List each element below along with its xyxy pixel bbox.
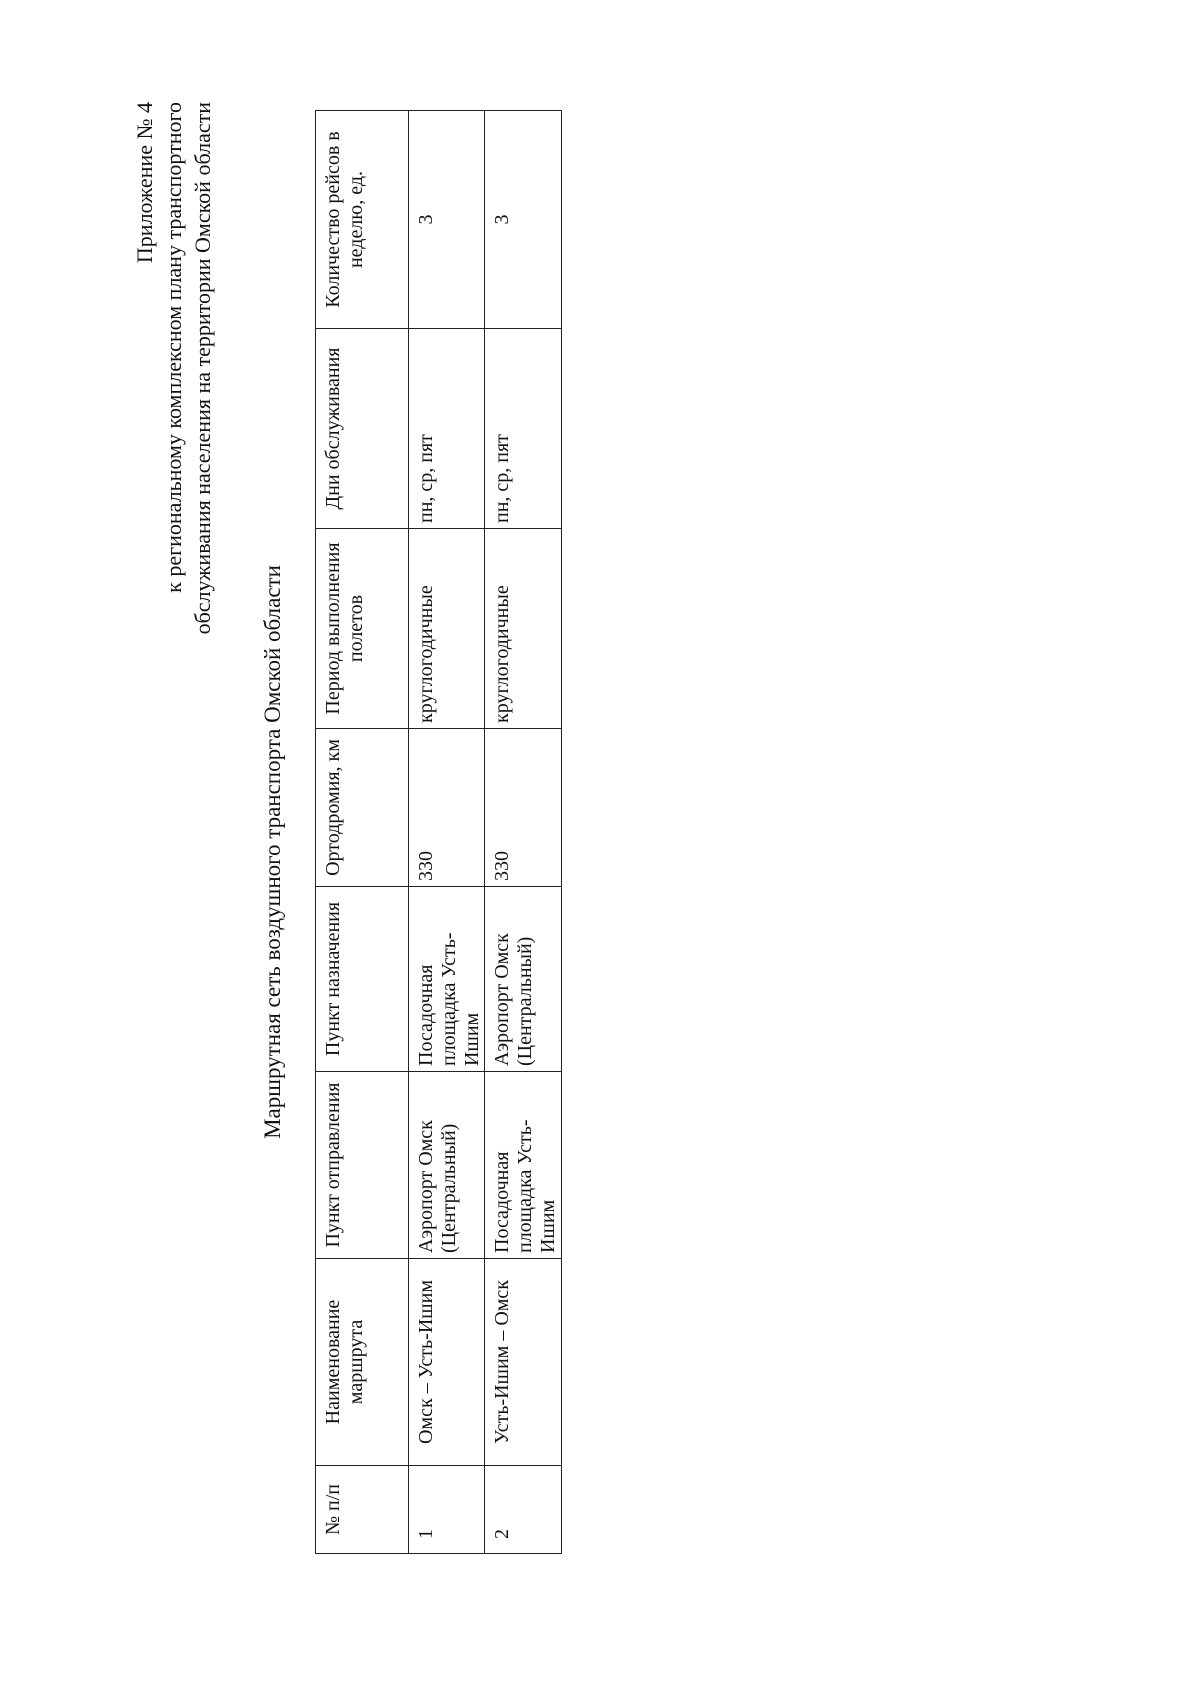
header-route-name: Наименование маршрута	[316, 1259, 409, 1466]
header-service-days: Дни обслуживания	[316, 329, 409, 529]
cell-service-days: пн, ср, пят	[485, 329, 562, 529]
cell-route-name: Усть-Ишим – Омск	[485, 1259, 562, 1466]
cell-flights-per-week: 3	[409, 111, 485, 329]
cell-number: 1	[409, 1466, 485, 1554]
cell-number: 2	[485, 1466, 562, 1554]
cell-departure: Посадочная площадка Усть-Ишим	[485, 1072, 562, 1259]
header-distance: Ортодромия, км	[316, 729, 409, 887]
table-row	[485, 111, 562, 1554]
cell-distance: 330	[485, 729, 562, 887]
cell-period: круглогодичные	[485, 529, 562, 729]
cell-period: круглогодичные	[409, 529, 485, 729]
cell-destination: Посадочная площадка Усть-Ишим	[409, 887, 485, 1072]
cell-departure: Аэропорт Омск (Центральный)	[409, 1072, 485, 1259]
header-destination: Пункт назначения	[316, 887, 409, 1072]
cell-service-days: пн, ср, пят	[409, 329, 485, 529]
cell-distance: 330	[409, 729, 485, 887]
header-number: № п/п	[316, 1466, 409, 1554]
table-header-row	[316, 111, 409, 1554]
appendix-header	[130, 102, 217, 692]
cell-destination: Аэропорт Омск (Центральный)	[485, 887, 562, 1072]
appendix-reference-line-1: к региональному комплексном плану транспортного	[161, 102, 186, 593]
cell-route-name: Омск – Усть-Ишим	[409, 1259, 485, 1466]
header-period: Период выполнения полетов	[316, 529, 409, 729]
document-title: Маршрутная сеть воздушного транспорта Омской области	[260, 565, 285, 1139]
header-flights-per-week: Количество рейсов в неделю, ед.	[316, 111, 409, 329]
appendix-reference-line-2: обслуживания населения на территории Омской области	[190, 102, 215, 635]
header-departure: Пункт отправления	[316, 1072, 409, 1259]
cell-flights-per-week: 3	[485, 111, 562, 329]
air-route-table	[315, 110, 562, 1554]
table-row	[409, 111, 485, 1554]
appendix-number: Приложение № 4	[132, 102, 157, 264]
